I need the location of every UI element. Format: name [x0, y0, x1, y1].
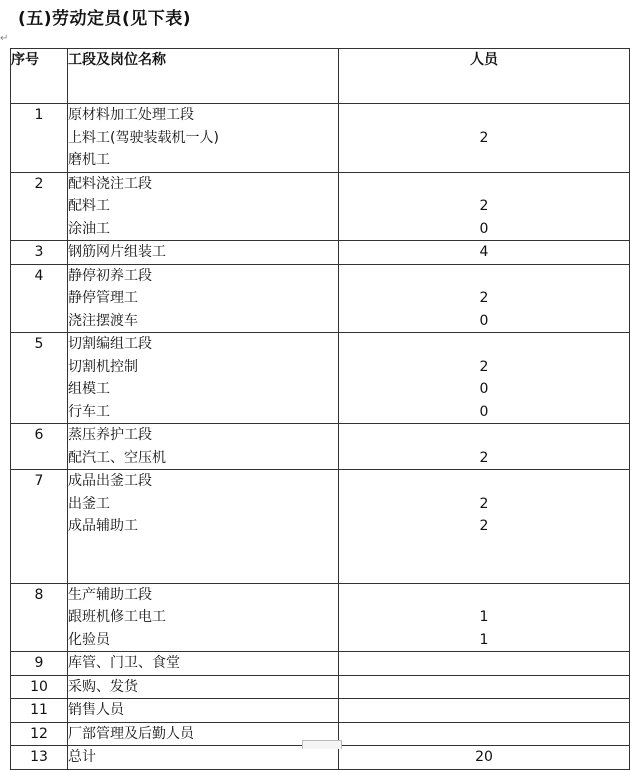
row-position-names — [68, 172, 339, 241]
row-index — [11, 675, 68, 699]
people-count: 2 — [479, 198, 489, 214]
row-index — [11, 241, 68, 265]
people-count — [339, 652, 629, 675]
table-row — [11, 424, 630, 470]
row-people-counts — [339, 699, 630, 723]
table-row — [11, 264, 630, 333]
people-count: 0 — [479, 403, 489, 420]
row-index-text: 13 — [30, 749, 48, 765]
people-count: 0 — [479, 312, 489, 329]
paragraph-mark-icon: ↵ — [0, 33, 9, 44]
people-count: 1 — [479, 609, 489, 625]
people-count — [339, 538, 629, 561]
people-count — [339, 676, 629, 699]
table-row — [11, 652, 630, 676]
row-index — [11, 699, 68, 723]
table-row — [11, 241, 630, 265]
position-name: 静停初养工段 — [68, 267, 152, 284]
row-index-text: 1 — [34, 107, 44, 123]
header-index: 序号 — [11, 49, 68, 104]
people-count: 2 — [479, 290, 489, 306]
row-position-names — [68, 722, 339, 746]
row-people-counts — [339, 652, 630, 676]
row-index — [11, 583, 68, 652]
table-row — [11, 104, 630, 173]
position-name: 上料工(驾驶装载机一人) — [68, 129, 219, 146]
position-name: 行车工 — [68, 403, 110, 420]
position-name: 原材料加工处理工段 — [68, 107, 194, 123]
row-index — [11, 746, 68, 770]
people-count: 4 — [479, 244, 489, 260]
position-name: 组模工 — [68, 381, 110, 397]
row-position-names — [68, 424, 339, 470]
table-header-row — [11, 49, 630, 104]
header-people: 人员 — [339, 49, 630, 104]
row-people-counts — [339, 675, 630, 699]
position-name — [68, 560, 338, 583]
position-name: 浇注摆渡车 — [68, 312, 138, 329]
row-index-text: 6 — [34, 427, 44, 443]
people-count — [339, 104, 629, 127]
row-index-text: 11 — [30, 702, 48, 718]
people-count: 0 — [479, 381, 489, 397]
table-row — [11, 470, 630, 584]
position-name: 静停管理工 — [68, 290, 138, 306]
position-name: 成品辅助工 — [68, 518, 138, 534]
row-people-counts — [339, 333, 630, 424]
table-body — [11, 104, 630, 770]
position-name: 切割机控制 — [68, 358, 138, 375]
row-index-text: 9 — [34, 655, 44, 671]
table-row — [11, 699, 630, 723]
row-index — [11, 424, 68, 470]
people-count: 2 — [479, 358, 489, 375]
row-position-names — [68, 470, 339, 584]
people-count: 2 — [479, 449, 489, 466]
people-count: 1 — [479, 631, 489, 648]
position-name: 切割编组工段 — [68, 336, 152, 352]
people-count: 0 — [479, 220, 489, 237]
position-name: 成品出釜工段 — [68, 473, 152, 489]
row-people-counts — [339, 241, 630, 265]
people-count — [339, 173, 629, 196]
row-position-names — [68, 675, 339, 699]
people-count — [339, 560, 629, 583]
row-position-names — [68, 652, 339, 676]
table-row — [11, 746, 630, 770]
row-index — [11, 470, 68, 584]
people-count — [339, 723, 629, 746]
position-name: 跟班机修工电工 — [68, 609, 166, 625]
row-people-counts — [339, 583, 630, 652]
position-name: 厂部管理及后勤人员 — [68, 725, 194, 742]
row-index-text: 5 — [34, 336, 44, 352]
row-index-text: 12 — [30, 725, 48, 742]
table-row — [11, 583, 630, 652]
row-index-text: 2 — [34, 175, 44, 192]
position-name: 化验员 — [68, 631, 110, 648]
position-name: 钢筋网片组装工 — [68, 244, 166, 260]
row-index-text: 4 — [34, 267, 44, 284]
row-index — [11, 264, 68, 333]
position-name — [68, 538, 338, 561]
row-people-counts — [339, 424, 630, 470]
row-people-counts — [339, 470, 630, 584]
table-row — [11, 675, 630, 699]
row-position-names — [68, 104, 339, 173]
row-index — [11, 333, 68, 424]
position-name: 生产辅助工段 — [68, 586, 152, 603]
row-people-counts — [339, 746, 630, 770]
people-count — [339, 149, 629, 172]
people-count — [339, 470, 629, 493]
people-count — [339, 333, 629, 356]
row-position-names — [68, 699, 339, 723]
row-people-counts — [339, 722, 630, 746]
row-index — [11, 172, 68, 241]
people-count: 2 — [479, 495, 489, 512]
position-name: 出釜工 — [68, 495, 110, 512]
row-position-names — [68, 264, 339, 333]
row-index-text: 3 — [34, 244, 44, 260]
position-name: 销售人员 — [68, 702, 124, 718]
table-row — [11, 172, 630, 241]
people-count — [339, 265, 629, 288]
table-row — [11, 333, 630, 424]
row-people-counts — [339, 264, 630, 333]
position-name: 磨机工 — [68, 152, 110, 168]
page-title: (五)劳动定员(见下表) — [18, 9, 192, 29]
position-name: 蒸压养护工段 — [68, 427, 152, 443]
row-people-counts — [339, 172, 630, 241]
row-index-text: 10 — [30, 678, 48, 695]
position-name: 采购、发货 — [68, 678, 138, 695]
row-index-text: 8 — [34, 586, 44, 603]
position-name: 库管、门卫、食堂 — [68, 655, 180, 671]
row-index — [11, 722, 68, 746]
people-count — [339, 424, 629, 447]
row-position-names — [68, 583, 339, 652]
header-name: 工段及岗位名称 — [68, 49, 339, 104]
people-count: 20 — [475, 749, 493, 765]
people-count — [339, 699, 629, 722]
position-name: 配料浇注工段 — [68, 175, 152, 192]
position-name: 总计 — [68, 749, 96, 765]
row-index — [11, 652, 68, 676]
staffing-table — [10, 48, 630, 770]
position-name: 涂油工 — [68, 220, 110, 237]
position-name: 配料工 — [68, 198, 110, 214]
people-count: 2 — [479, 129, 489, 146]
position-name: 配汽工、空压机 — [68, 449, 166, 466]
row-index — [11, 104, 68, 173]
row-index-text: 7 — [34, 473, 44, 489]
people-count: 2 — [479, 518, 489, 534]
row-position-names — [68, 241, 339, 265]
row-position-names — [68, 333, 339, 424]
people-count — [339, 584, 629, 607]
row-position-names — [68, 746, 339, 770]
row-people-counts — [339, 104, 630, 173]
